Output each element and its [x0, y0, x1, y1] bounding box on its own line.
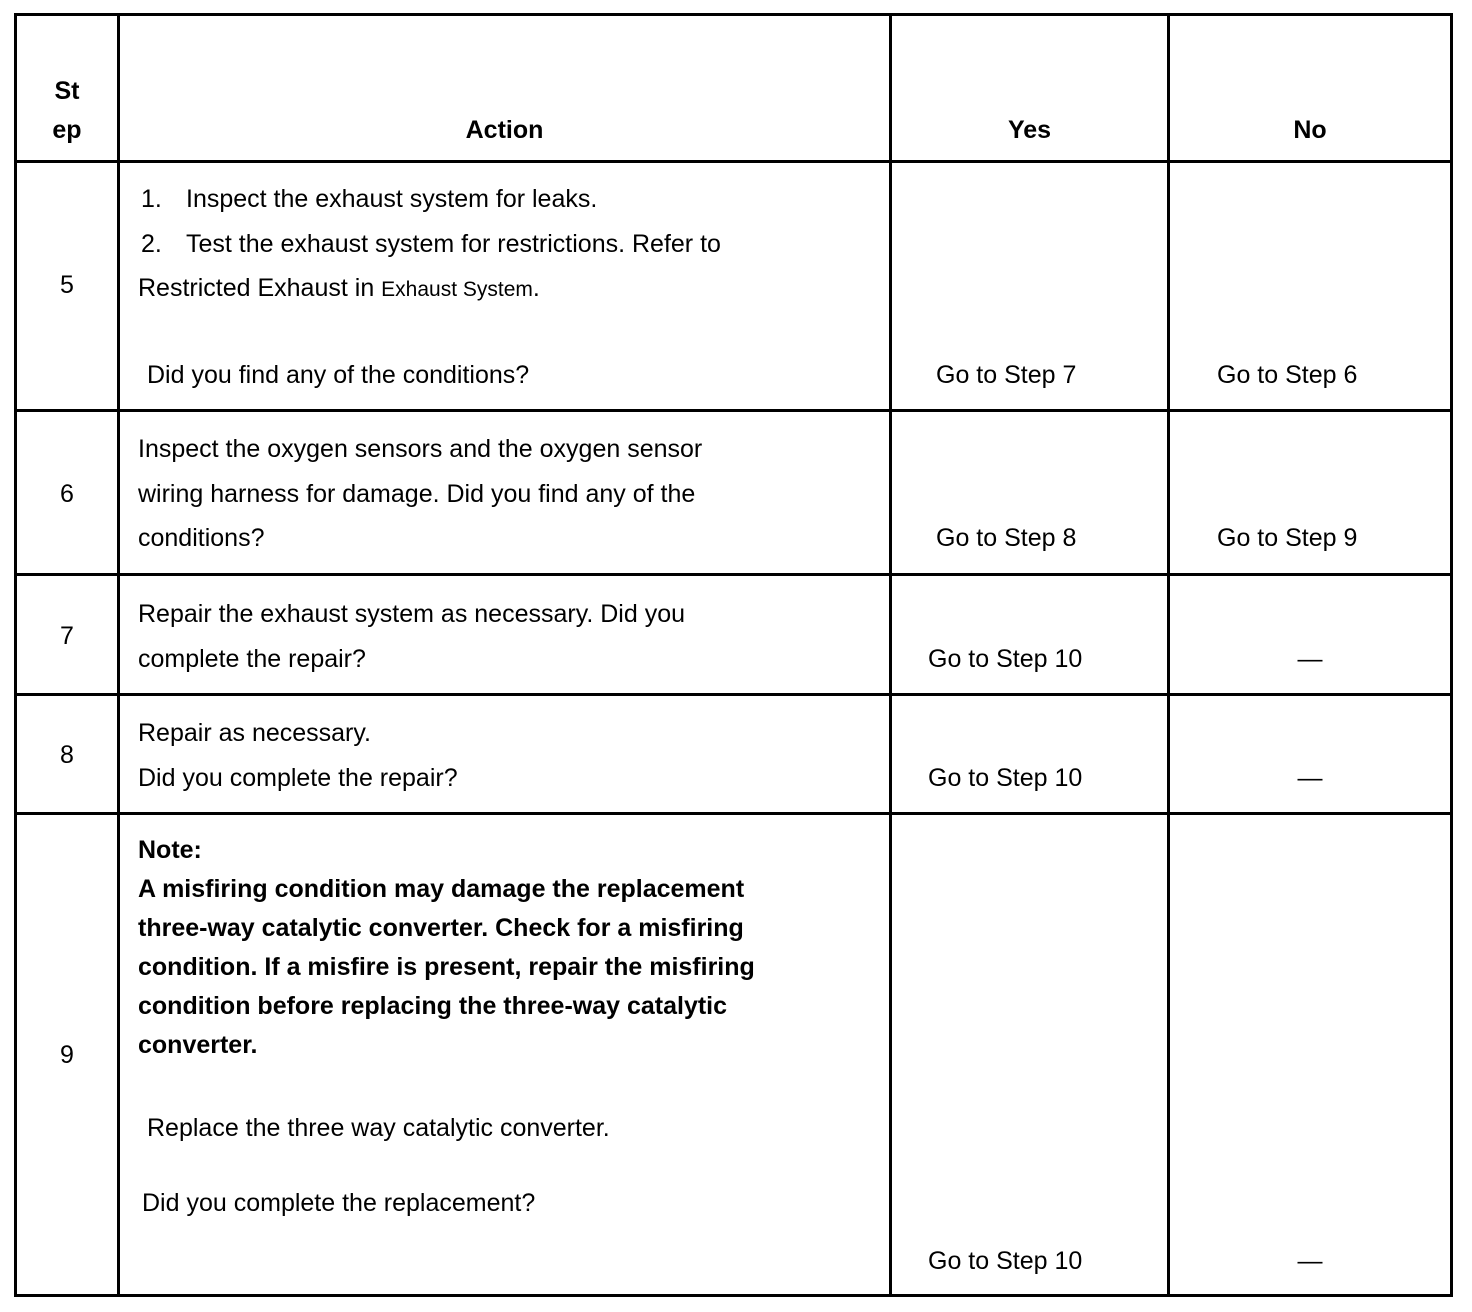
step-number: 8 [60, 741, 74, 769]
action-text-line: conditions? [138, 524, 265, 552]
step-number: 7 [60, 622, 74, 650]
action-text-line: complete the repair? [138, 645, 366, 673]
step-number: 6 [60, 480, 74, 508]
table-row [16, 695, 1452, 814]
header-no-cell [1169, 15, 1452, 162]
step-cell [16, 814, 119, 1296]
action-text-line: Repair as necessary. [138, 719, 371, 747]
yes-cell [891, 162, 1169, 411]
step-number: 9 [60, 1041, 74, 1069]
table-row [16, 814, 1452, 1296]
header-no: No [1293, 116, 1327, 144]
step-number: 5 [60, 271, 74, 299]
yes-cell [891, 575, 1169, 695]
no-cell [1169, 814, 1452, 1296]
no-cell [1169, 695, 1452, 814]
action-cell [119, 162, 891, 411]
action-cell [119, 814, 891, 1296]
list-item-text: Inspect the exhaust system for leaks. [186, 185, 598, 213]
note-text-line: three-way catalytic converter. Check for a misfiring [138, 914, 744, 942]
note-title: Note: [138, 836, 202, 864]
table-header-row [16, 15, 1452, 162]
no-result: — [1297, 645, 1323, 673]
header-yes: Yes [1007, 116, 1052, 144]
no-cell [1169, 411, 1452, 575]
action-instruction: Replace the three way catalytic converter. [147, 1114, 610, 1142]
step-cell [16, 575, 119, 695]
yes-result: Go to Step 8 [936, 524, 1077, 552]
action-text-line: Did you complete the repair? [138, 764, 458, 792]
action-text-line: wiring harness for damage. Did you find any of the [138, 480, 696, 508]
action-text-line: Inspect the oxygen sensors and the oxygen sensor [138, 435, 703, 463]
table-row [16, 575, 1452, 695]
step-cell [16, 162, 119, 411]
action-cell [119, 411, 891, 575]
step-cell [16, 411, 119, 575]
reference-lead: Restricted Exhaust in [138, 274, 375, 302]
list-item-number: 2. [141, 230, 162, 258]
yes-cell [891, 814, 1169, 1296]
no-cell [1169, 575, 1452, 695]
table-row [16, 411, 1452, 575]
note-text-line: condition. If a misfire is present, repair the misfiring [138, 953, 755, 981]
table-row [16, 162, 1452, 411]
header-yes-cell [891, 15, 1169, 162]
note-text-line: condition before replacing the three-way catalytic [138, 992, 728, 1020]
action-question: Did you complete the replacement? [142, 1189, 536, 1217]
no-cell [1169, 162, 1452, 411]
action-cell [119, 575, 891, 695]
action-question: Did you find any of the conditions? [147, 361, 530, 389]
action-cell [119, 695, 891, 814]
note-text-line: converter. [138, 1031, 258, 1059]
action-text-line: Repair the exhaust system as necessary. Did you [138, 600, 686, 628]
no-result: — [1297, 1247, 1323, 1275]
note-text-line: A misfiring condition may damage the replacement [138, 875, 745, 903]
yes-result: Go to Step 10 [928, 764, 1083, 792]
list-item-number: 1. [141, 185, 162, 213]
yes-cell [891, 411, 1169, 575]
yes-result: Go to Step 7 [936, 361, 1077, 389]
reference-end: . [532, 274, 540, 302]
yes-result: Go to Step 10 [928, 1247, 1083, 1275]
yes-result: Go to Step 10 [928, 645, 1083, 673]
header-step-line2: ep [52, 116, 82, 144]
step-cell [16, 695, 119, 814]
header-step-cell [16, 15, 119, 162]
no-result: Go to Step 9 [1217, 524, 1358, 552]
header-action-cell [119, 15, 891, 162]
no-result: Go to Step 6 [1217, 361, 1358, 389]
list-item-text: Test the exhaust system for restrictions. Refer to [186, 230, 721, 258]
header-action: Action [465, 116, 544, 144]
diagnostic-table [14, 13, 1453, 1297]
header-step-line1: St [54, 77, 80, 105]
action-text-line [138, 276, 540, 302]
reference-link: Exhaust System [381, 278, 533, 301]
yes-cell [891, 695, 1169, 814]
no-result: — [1297, 764, 1323, 792]
